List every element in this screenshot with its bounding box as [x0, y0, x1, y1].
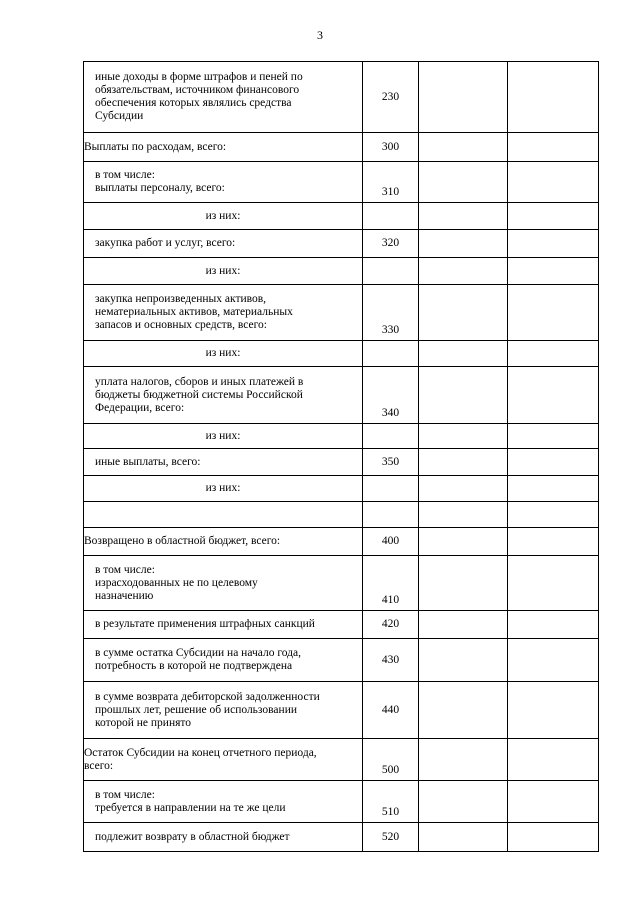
page-number: 3 [317, 28, 323, 42]
value-cell [419, 611, 508, 639]
value-cell [419, 682, 508, 739]
value-cell [508, 502, 599, 528]
table-row [84, 449, 599, 476]
report-table [83, 61, 599, 852]
value-cell [419, 781, 508, 823]
value-cell [419, 476, 508, 502]
row-label: в том числе: выплаты персоналу, всего: [84, 162, 363, 203]
row-code: 350 [363, 449, 419, 476]
value-cell [508, 62, 599, 133]
value-cell [508, 476, 599, 502]
row-code: 230 [363, 62, 419, 133]
value-cell [419, 823, 508, 852]
row-code [363, 258, 419, 285]
row-code: 300 [363, 133, 419, 162]
table-row [84, 682, 599, 739]
row-code: 330 [363, 285, 419, 341]
table-row [84, 556, 599, 611]
row-code: 520 [363, 823, 419, 852]
value-cell [508, 258, 599, 285]
row-label: в результате применения штрафных санкций [84, 611, 363, 639]
value-cell [508, 449, 599, 476]
value-cell [419, 556, 508, 611]
row-label: закупка работ и услуг, всего: [84, 230, 363, 258]
row-code: 500 [363, 739, 419, 781]
table-row [84, 162, 599, 203]
row-label: из них: [84, 424, 363, 449]
row-label: в том числе: требуется в направлении на те же цели [84, 781, 363, 823]
value-cell [508, 162, 599, 203]
table-row [84, 528, 599, 556]
row-code [363, 203, 419, 230]
value-cell [419, 528, 508, 556]
value-cell [419, 285, 508, 341]
value-cell [508, 203, 599, 230]
table-row [84, 502, 599, 528]
row-code: 320 [363, 230, 419, 258]
row-label: уплата налогов, сборов и иных платежей в бюджеты бюджетной системы Российской Федерации, всего: [84, 367, 363, 424]
table-row [84, 739, 599, 781]
row-code [363, 341, 419, 367]
value-cell [419, 133, 508, 162]
table-row [84, 62, 599, 133]
value-cell [419, 449, 508, 476]
table-row [84, 133, 599, 162]
value-cell [508, 285, 599, 341]
table-row [84, 258, 599, 285]
row-code: 410 [363, 556, 419, 611]
value-cell [508, 823, 599, 852]
value-cell [419, 203, 508, 230]
row-label: Выплаты по расходам, всего: [84, 133, 363, 162]
value-cell [419, 502, 508, 528]
value-cell [508, 739, 599, 781]
row-code: 430 [363, 639, 419, 682]
value-cell [508, 611, 599, 639]
row-label: иные выплаты, всего: [84, 449, 363, 476]
table-row [84, 341, 599, 367]
table-row [84, 367, 599, 424]
value-cell [508, 133, 599, 162]
value-cell [419, 739, 508, 781]
row-label: Остаток Субсидии на конец отчетного периода, всего: [84, 739, 363, 781]
value-cell [508, 556, 599, 611]
row-code: 310 [363, 162, 419, 203]
row-label: из них: [84, 258, 363, 285]
row-label: в сумме возврата дебиторской задолженности прошлых лет, решение об использовании которой не принято [84, 682, 363, 739]
value-cell [419, 367, 508, 424]
value-cell [419, 258, 508, 285]
row-label: подлежит возврату в областной бюджет [84, 823, 363, 852]
value-cell [419, 424, 508, 449]
value-cell [419, 230, 508, 258]
row-code: 400 [363, 528, 419, 556]
row-label: Возвращено в областной бюджет, всего: [84, 528, 363, 556]
table-row [84, 639, 599, 682]
value-cell [419, 639, 508, 682]
table-row [84, 203, 599, 230]
row-code: 340 [363, 367, 419, 424]
row-label [84, 502, 363, 528]
value-cell [508, 639, 599, 682]
value-cell [508, 424, 599, 449]
value-cell [508, 528, 599, 556]
row-label: из них: [84, 203, 363, 230]
table-row [84, 611, 599, 639]
value-cell [508, 367, 599, 424]
row-code [363, 424, 419, 449]
row-label: в том числе: израсходованных не по целевому назначению [84, 556, 363, 611]
row-label: в сумме остатка Субсидии на начало года, потребность в которой не подтверждена [84, 639, 363, 682]
row-code: 420 [363, 611, 419, 639]
value-cell [419, 62, 508, 133]
table-row [84, 230, 599, 258]
value-cell [508, 341, 599, 367]
row-label: закупка непроизведенных активов, нематериальных активов, материальных запасов и основных средств, всего: [84, 285, 363, 341]
table-row [84, 285, 599, 341]
value-cell [508, 781, 599, 823]
row-code: 440 [363, 682, 419, 739]
row-code [363, 502, 419, 528]
row-code [363, 476, 419, 502]
row-label: иные доходы в форме штрафов и пеней по обязательствам, источником финансового обеспечения которых являлись средства Субсидии [84, 62, 363, 133]
table-row [84, 476, 599, 502]
row-label: из них: [84, 341, 363, 367]
table-row [84, 823, 599, 852]
row-code: 510 [363, 781, 419, 823]
value-cell [419, 341, 508, 367]
table-row [84, 781, 599, 823]
value-cell [419, 162, 508, 203]
row-label: из них: [84, 476, 363, 502]
table-row [84, 424, 599, 449]
value-cell [508, 230, 599, 258]
value-cell [508, 682, 599, 739]
